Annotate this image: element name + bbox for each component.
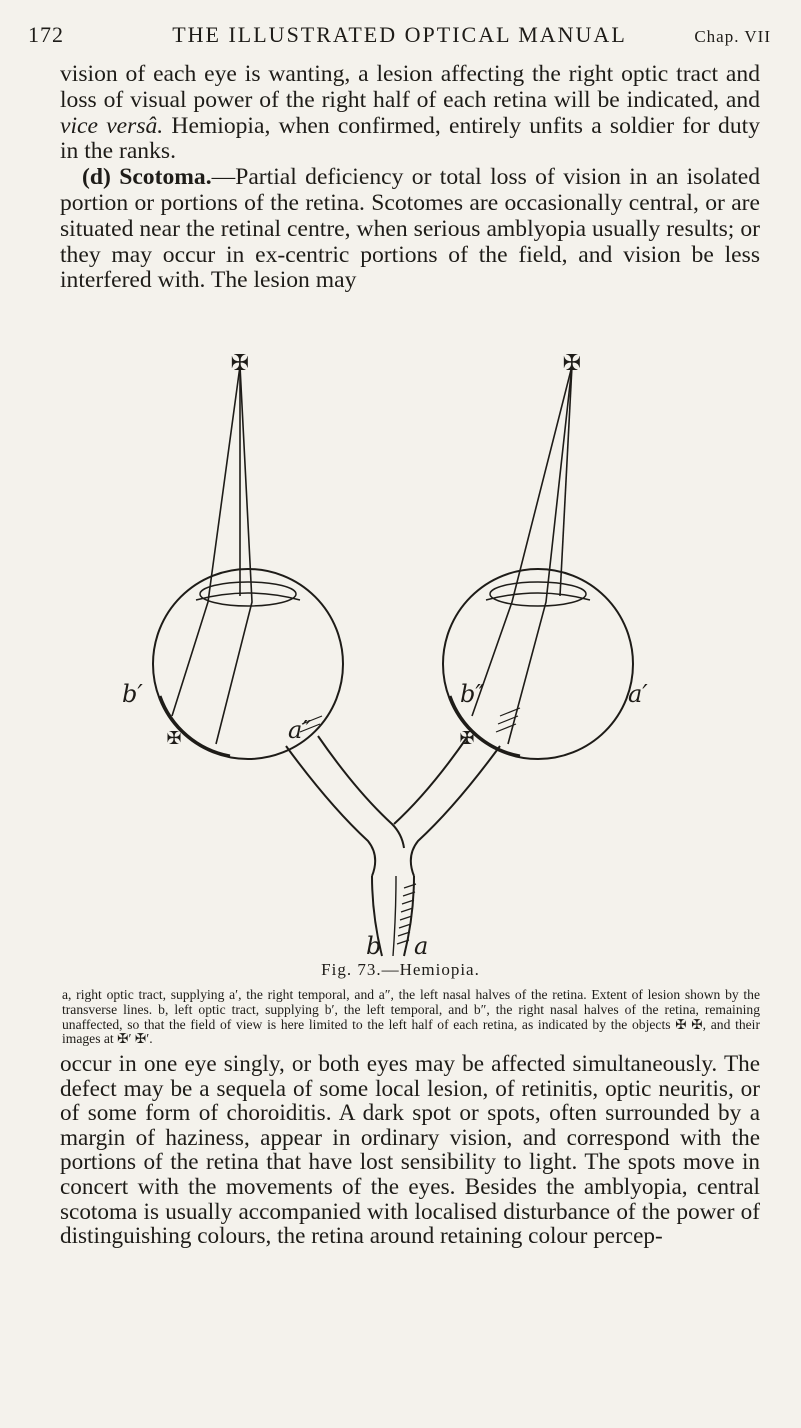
paragraph-text: Hemiopia, when confirmed, entirely unfits a soldier for duty in the ranks. xyxy=(60,112,760,165)
paragraph-text: vision of each eye is wanting, a lesion affecting the right optic tract and loss of visual power of the right half of each retina will be indicated, and xyxy=(60,61,760,113)
chapter-label: Chap. VII xyxy=(694,27,771,46)
label-a: a xyxy=(414,932,429,960)
body-paragraph-top xyxy=(60,62,760,294)
running-header xyxy=(28,22,771,48)
body-paragraph-bottom xyxy=(60,1052,760,1249)
label-b-double-prime: b″ xyxy=(460,680,485,708)
page-number: 172 xyxy=(28,22,64,47)
hemiopia-diagram xyxy=(0,336,801,1016)
paragraph-text: —Partial deficiency or total loss of vision in an isolated portion or portions of the retina. Scotomes are occasionally central, or are situated near the retinal centre, when serious amblyopia usually results; or they may occur in ex-centric portions of the field, and vision be less interfered with. The lesion may xyxy=(60,164,760,294)
figure-caption-title: Fig. 73.—Hemiopia. xyxy=(321,960,480,979)
optic-nerves xyxy=(286,736,500,956)
label-b-prime: b′ xyxy=(122,680,143,708)
label-a-double-prime: a″ xyxy=(288,716,312,744)
label-b: b xyxy=(366,932,382,960)
caption-paragraph: a, right optic tract, supplying a′, the right temporal, and a″, the left nasal halves of the retina. Extent of lesion shown by the transverse lines. b, left optic tract, supplying b′, the left temporal, and b″, the right nasal halves of the retina, remaining unaffected, so that the field of view is here limited to the left half of each retina, as indicated by the objects ✠ ✠, and their images at ✠′ ✠′. xyxy=(62,987,760,1047)
svg-text:✠: ✠ xyxy=(562,351,582,376)
section-heading: (d) Scotoma. xyxy=(82,164,212,191)
paragraph-text: occur in one eye singly, or both eyes may be affected simultaneously. The defect may be a sequela of some local lesion, of retinitis, optic neuritis, or of some form of choroiditis. A dark spot or spots, often surrounded by a margin of haziness, appear in ordinary vision, and correspond with the portions of the retina that have lost sensibility to light. The spots move in concert with the movements of the eyes. Besides the amblyopia, central scotoma is usually accompanied with localised disturbance of the power of distinguishing colours, the retina around retaining colour percep- xyxy=(60,1051,760,1250)
svg-text:✠: ✠ xyxy=(230,351,250,376)
light-rays xyxy=(172,366,572,744)
label-a-prime: a′ xyxy=(628,680,648,708)
svg-text:✠: ✠ xyxy=(166,728,182,749)
svg-text:✠: ✠ xyxy=(459,728,475,749)
cross-objects xyxy=(166,351,581,749)
emphasis-text: vice versâ. xyxy=(60,112,164,139)
running-title: THE ILLUSTRATED OPTICAL MANUAL xyxy=(172,22,627,47)
figure-caption-text xyxy=(62,988,760,1047)
